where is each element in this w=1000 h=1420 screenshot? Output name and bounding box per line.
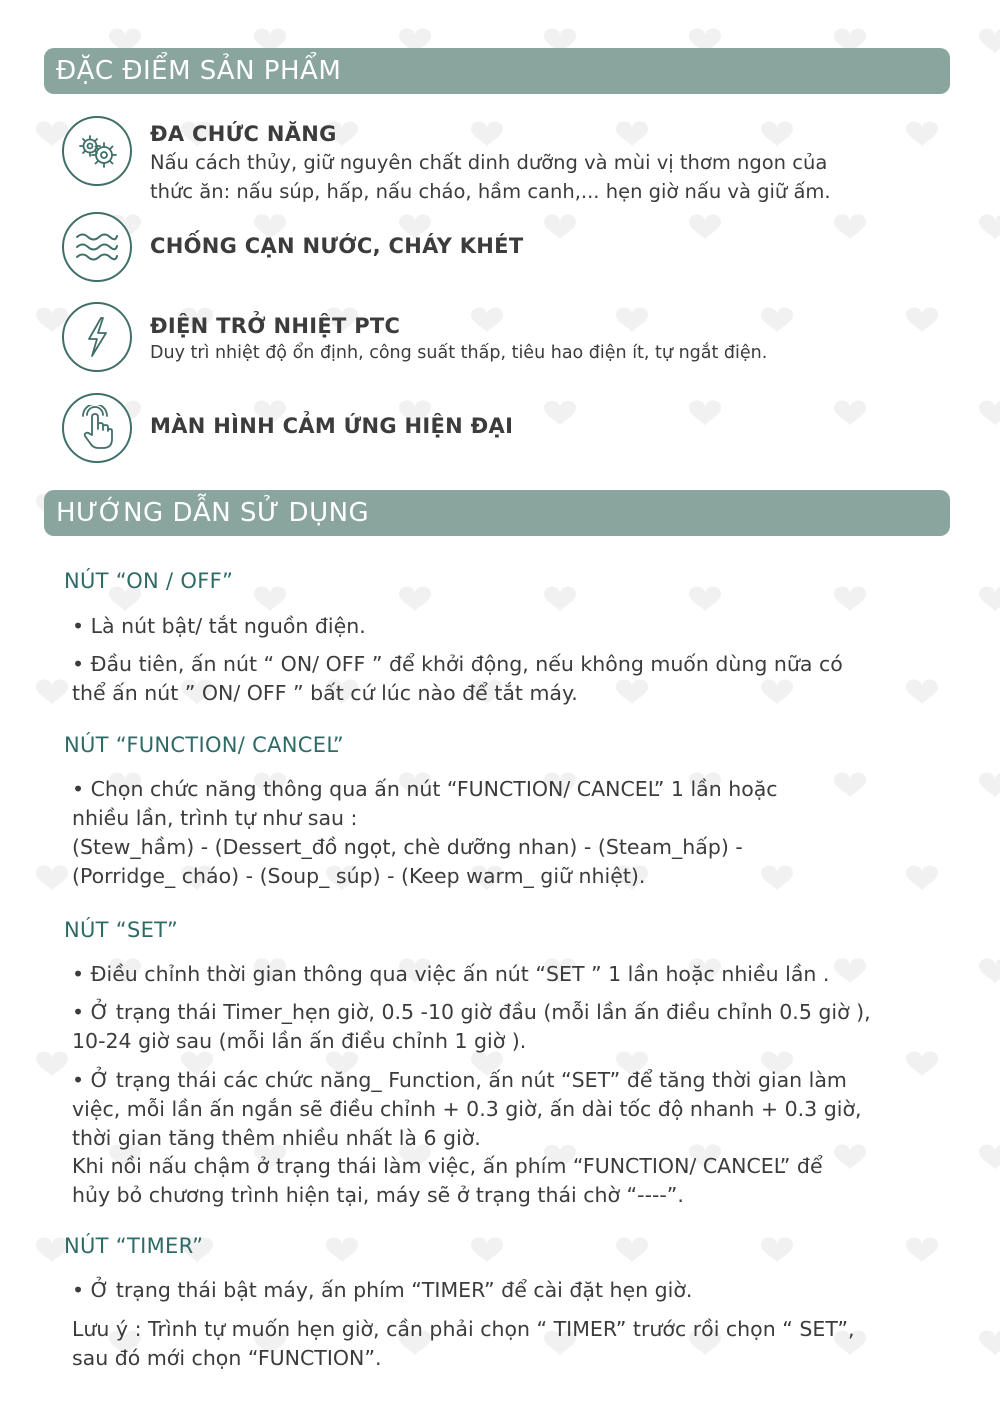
paragraph-line: • Đầu tiên, ấn nút “ ON/ OFF ” để khởi động, nếu không muốn dùng nữa có — [72, 652, 843, 676]
feature-touch-screen — [62, 393, 962, 465]
paragraph-line: (Porridge_ cháo) - (Soup_ súp) - (Keep warm_ giữ nhiệt). — [72, 864, 646, 888]
heading-timer-button: NÚT “TIMER” — [64, 1234, 204, 1258]
feature-anti-dry-burn — [62, 212, 962, 284]
lightning-icon — [62, 302, 132, 372]
section-header-product-features: ĐẶC ĐIỂM SẢN PHẨM — [44, 48, 950, 94]
section-header-usage-guide: HƯỚNG DẪN SỬ DỤNG — [44, 490, 950, 536]
paragraph-line: thể ấn nút ” ON/ OFF ” bất cứ lúc nào để tắt máy. — [72, 681, 578, 705]
paragraph: • Ở trạng thái bật máy, ấn phím “TIMER” để cài đặt hẹn giờ. — [72, 1278, 693, 1302]
touch-hand-icon — [62, 393, 132, 463]
feature-title: ĐA CHỨC NĂNG — [150, 122, 337, 146]
feature-title: MÀN HÌNH CẢM ỨNG HIỆN ĐẠI — [150, 414, 514, 438]
feature-multifunction — [62, 116, 962, 206]
waves-icon — [62, 212, 132, 282]
note-line: Lưu ý : Trình tự muốn hẹn giờ, cần phải chọn “ TIMER” trước rồi chọn “ SET”, — [72, 1317, 855, 1341]
heading-set-button: NÚT “SET” — [64, 918, 179, 942]
paragraph: • Là nút bật/ tắt nguồn điện. — [72, 614, 366, 638]
paragraph-line: (Stew_hầm) - (Dessert_đồ ngọt, chè dưỡng nhan) - (Steam_hấp) - — [72, 835, 743, 859]
paragraph-line: • Ở trạng thái các chức năng_ Function, ấn nút “SET” để tăng thời gian làm — [72, 1068, 847, 1092]
note-line: sau đó mới chọn “FUNCTION”. — [72, 1346, 382, 1370]
paragraph-line: việc, mỗi lần ấn ngắn sẽ điều chỉnh + 0.3 giờ, ấn dài tốc độ nhanh + 0.3 giờ, — [72, 1097, 862, 1121]
paragraph-line: nhiều lần, trình tự như sau : — [72, 806, 358, 830]
paragraph: • Điều chỉnh thời gian thông qua việc ấn nút “SET ” 1 lần hoặc nhiều lần . — [72, 962, 830, 986]
feature-description-line: Nấu cách thủy, giữ nguyên chất dinh dưỡng và mùi vị thơm ngon của — [150, 151, 828, 174]
feature-title: ĐIỆN TRỞ NHIỆT PTC — [150, 314, 401, 338]
paragraph-line: • Chọn chức năng thông qua ấn nút “FUNCTION/ CANCEL” 1 lần hoặc — [72, 777, 778, 801]
paragraph-line: 10-24 giờ sau (mỗi lần ấn điều chỉnh 1 giờ ). — [72, 1029, 527, 1053]
paragraph-line: hủy bỏ chương trình hiện tại, máy sẽ ở trạng thái chờ “----”. — [72, 1183, 684, 1207]
paragraph-line: Khi nồi nấu chậm ở trạng thái làm việc, ấn phím “FUNCTION/ CANCEL” để — [72, 1154, 823, 1178]
paragraph-line: thời gian tăng thêm nhiều nhất là 6 giờ. — [72, 1126, 481, 1150]
heading-function-cancel-button: NÚT “FUNCTION/ CANCEL” — [64, 733, 344, 757]
feature-description-line: Duy trì nhiệt độ ổn định, công suất thấp, tiêu hao điện ít, tự ngắt điện. — [150, 343, 768, 363]
feature-title: CHỐNG CẠN NƯỚC, CHÁY KHÉT — [150, 234, 524, 258]
paragraph-line: • Ở trạng thái Timer_hẹn giờ, 0.5 -10 giờ đầu (mỗi lần ấn điều chỉnh 0.5 giờ ), — [72, 1000, 871, 1024]
heading-on-off-button: NÚT “ON / OFF” — [64, 569, 234, 593]
feature-description-line: thức ăn: nấu súp, hấp, nấu cháo, hầm canh,... hẹn giờ nấu và giữ ấm. — [150, 180, 831, 203]
feature-ptc-heater — [62, 302, 962, 374]
gears-icon — [62, 116, 132, 186]
